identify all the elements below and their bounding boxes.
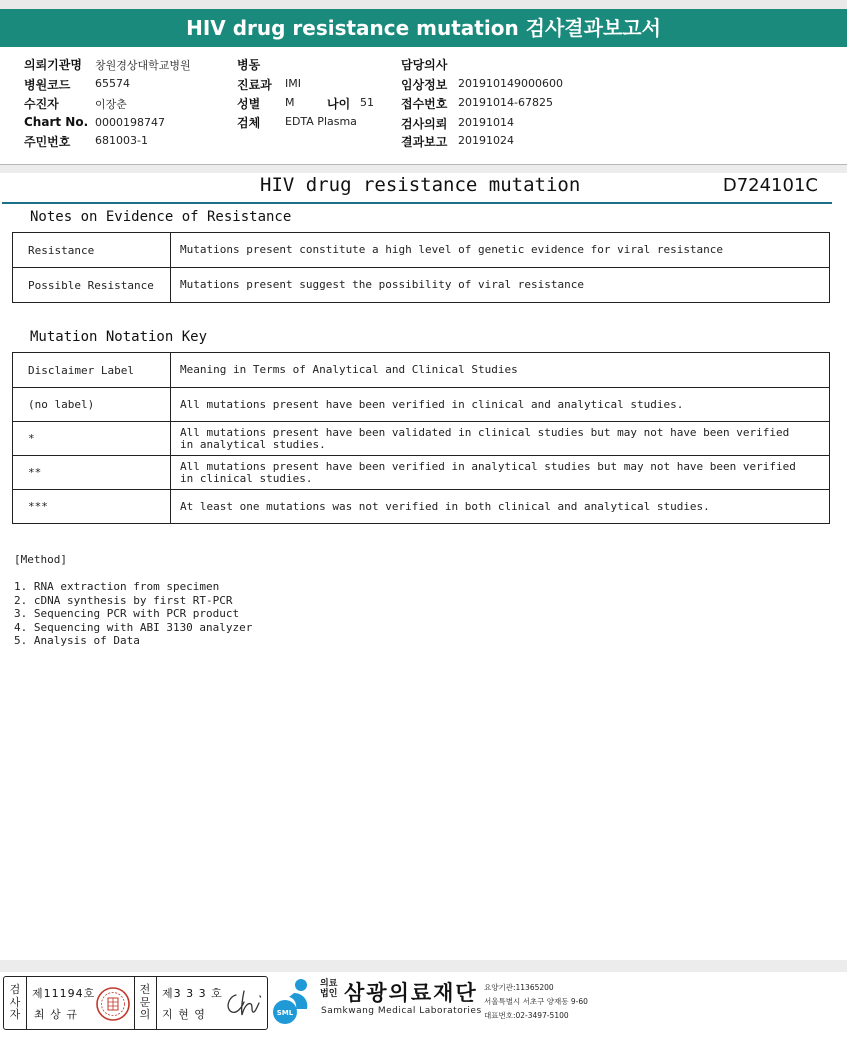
meaning-line: All mutations present have been verified in analytical studies but may not have been verified bbox=[180, 459, 796, 473]
header-meaning-cell: Meaning in Terms of Analytical and Clinical Studies bbox=[171, 353, 830, 388]
notation-table bbox=[12, 352, 830, 524]
evidence-table bbox=[12, 232, 830, 303]
test-request-value: 20191014 bbox=[458, 116, 514, 129]
care-code: 요양기관:11365200 bbox=[484, 983, 554, 992]
examiner-license-no: 제11194호 bbox=[32, 987, 96, 1000]
age-label: 나이 bbox=[327, 97, 351, 111]
receipt-number-label: 접수번호 bbox=[401, 97, 448, 111]
top-strip bbox=[0, 0, 847, 9]
organization-name: 삼광의료재단 bbox=[344, 981, 478, 1005]
method-step: 2. cDNA synthesis by first RT-PCR bbox=[14, 593, 233, 607]
clinical-info-value: 201910149000600 bbox=[458, 77, 563, 90]
clinical-info-label: 임상정보 bbox=[401, 78, 448, 92]
test-request-label: 검사의뢰 bbox=[401, 117, 448, 131]
table-row bbox=[13, 233, 830, 268]
document-code: D724101C bbox=[722, 175, 818, 196]
sex-value: M bbox=[285, 96, 295, 109]
result-report-label: 결과보고 bbox=[401, 135, 448, 149]
logo-text: SML bbox=[276, 1009, 294, 1017]
meaning-line: in clinical studies. bbox=[180, 471, 313, 485]
department-label: 진료과 bbox=[237, 78, 272, 92]
meaning-line: in analytical studies. bbox=[180, 437, 326, 451]
examiner-label: 검 사 자 bbox=[9, 983, 21, 1022]
patient-info-block bbox=[0, 47, 847, 165]
report-banner bbox=[0, 9, 847, 47]
sex-label: 성별 bbox=[237, 97, 261, 111]
table-header-row bbox=[13, 353, 830, 388]
section-divider bbox=[0, 165, 847, 173]
signature-box bbox=[3, 976, 268, 1030]
chart-no-value: 0000198747 bbox=[95, 116, 165, 129]
notation-heading: Mutation Notation Key bbox=[30, 329, 208, 345]
chart-no-label: Chart No. bbox=[24, 115, 89, 129]
notation-meaning bbox=[171, 490, 830, 524]
ward-label: 병동 bbox=[237, 58, 261, 72]
notation-label: (no label) bbox=[13, 388, 171, 422]
legal-type: 의료법인 bbox=[320, 979, 338, 999]
notation-label: *** bbox=[13, 490, 171, 524]
notation-meaning bbox=[171, 456, 830, 490]
hospital-code-value: 65574 bbox=[95, 77, 130, 90]
specialist-label: 전 문 의 bbox=[139, 983, 151, 1022]
header-label-cell: Disclaimer Label bbox=[13, 353, 171, 388]
recipient-label: 수진자 bbox=[24, 97, 59, 111]
resident-id-label: 주민번호 bbox=[24, 135, 71, 149]
sml-logo-icon bbox=[270, 976, 316, 1026]
method-step: 3. Sequencing PCR with PCR product bbox=[14, 607, 240, 621]
specimen-value: EDTA Plasma bbox=[285, 115, 357, 128]
examiner-name: 최 상 규 bbox=[34, 1008, 78, 1021]
table-row bbox=[13, 388, 830, 422]
notation-meaning bbox=[171, 422, 830, 456]
doctor-label: 담당의사 bbox=[401, 58, 448, 72]
meaning-line: All mutations present have been validated in clinical studies but may not have been verified bbox=[180, 425, 790, 439]
evidence-meaning: Mutations present constitute a high level of genetic evidence for viral resistance bbox=[171, 233, 830, 268]
specimen-label: 검체 bbox=[237, 116, 261, 130]
divider bbox=[156, 977, 157, 1029]
result-report-value: 20191024 bbox=[458, 134, 514, 147]
divider bbox=[26, 977, 27, 1029]
specialist-name: 지 현 영 bbox=[162, 1008, 206, 1021]
evidence-meaning: Mutations present suggest the possibility of viral resistance bbox=[171, 268, 830, 303]
table-row bbox=[13, 422, 830, 456]
evidence-heading: Notes on Evidence of Resistance bbox=[30, 209, 292, 225]
meaning-line: At least one mutations was not verified in both clinical and analytical studies. bbox=[180, 499, 710, 513]
meaning-line: All mutations present have been verified in clinical and analytical studies. bbox=[180, 397, 684, 411]
department-value: IMI bbox=[285, 77, 301, 90]
organization-phone: 대표번호:02-3497-5100 bbox=[484, 1011, 569, 1020]
handwritten-signature-icon bbox=[222, 985, 266, 1023]
evidence-term: Resistance bbox=[13, 233, 171, 268]
table-row bbox=[13, 490, 830, 524]
receipt-number-value: 20191014-67825 bbox=[458, 96, 553, 109]
method-heading: [Method] bbox=[14, 553, 67, 566]
table-row bbox=[13, 456, 830, 490]
evidence-term: Possible Resistance bbox=[13, 268, 171, 303]
hospital-code-label: 병원코드 bbox=[24, 78, 71, 92]
specialist-license-no: 제3 3 3 호 bbox=[162, 987, 223, 1000]
notation-label: * bbox=[13, 422, 171, 456]
title-rule bbox=[2, 202, 832, 204]
method-steps bbox=[14, 580, 252, 648]
bottom-strip bbox=[0, 960, 847, 972]
age-value: 51 bbox=[360, 96, 374, 109]
document-title: HIV drug resistance mutation bbox=[260, 174, 581, 196]
notation-label: ** bbox=[13, 456, 171, 490]
method-step: 5. Analysis of Data bbox=[14, 634, 140, 648]
resident-id-value: 681003-1 bbox=[95, 134, 148, 147]
method-step: 4. Sequencing with ABI 3130 analyzer bbox=[14, 620, 253, 634]
organization-english-name: Samkwang Medical Laboratories bbox=[321, 1006, 482, 1016]
table-row bbox=[13, 268, 830, 303]
organization-address: 서울특별시 서초구 양재동 9-60 bbox=[484, 997, 588, 1006]
report-title: HIV drug resistance mutation 검사결과보고서 bbox=[186, 16, 661, 40]
method-step: 1. RNA extraction from specimen bbox=[14, 580, 220, 593]
recipient-value: 이장춘 bbox=[95, 98, 127, 111]
hospital-label: 의뢰기관명 bbox=[24, 58, 82, 72]
notation-meaning bbox=[171, 388, 830, 422]
hospital-value: 창원경상대학교병원 bbox=[95, 59, 191, 72]
official-seal-icon bbox=[95, 986, 131, 1022]
